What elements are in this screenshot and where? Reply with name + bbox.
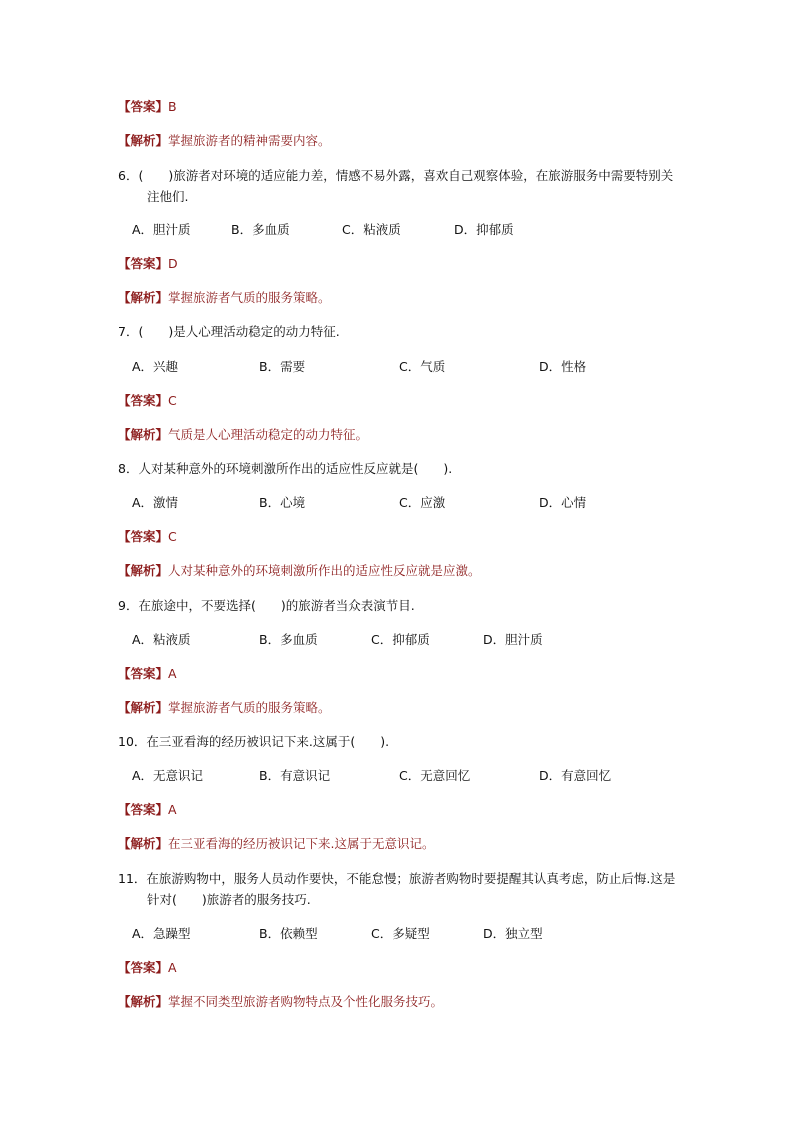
question-10: 10．在三亚看海的经历被识记下来.这属于( ). bbox=[118, 734, 390, 749]
analysis-line bbox=[118, 835, 435, 853]
analysis-tag: 【解析】 bbox=[118, 427, 169, 442]
answer-tag: 【答案】 bbox=[118, 802, 169, 817]
question-8: 8．人对某种意外的环境刺激所作出的适应性反应就是( ). bbox=[118, 461, 453, 476]
analysis-text: 气质是人心理活动稳定的动力特征。 bbox=[168, 427, 369, 442]
option-d: D．胆汁质 bbox=[483, 632, 543, 647]
analysis-tag: 【解析】 bbox=[118, 836, 169, 851]
option-c: C．无意回忆 bbox=[399, 768, 471, 783]
option-d: D．性格 bbox=[539, 359, 587, 374]
analysis-text: 掌握不同类型旅游者购物特点及个性化服务技巧。 bbox=[168, 994, 444, 1009]
analysis-line bbox=[118, 562, 481, 580]
analysis-line bbox=[118, 132, 331, 150]
option-a: A．粘液质 bbox=[132, 632, 191, 647]
analysis-line bbox=[118, 289, 331, 307]
answer-tag: 【答案】 bbox=[118, 393, 169, 408]
option-c: C．抑郁质 bbox=[371, 632, 430, 647]
answer-value: A bbox=[168, 666, 177, 681]
answer-line bbox=[118, 959, 177, 977]
answer-tag: 【答案】 bbox=[118, 960, 169, 975]
answer-tag: 【答案】 bbox=[118, 666, 169, 681]
answer-value: B bbox=[168, 99, 177, 114]
answer-line bbox=[118, 801, 177, 819]
option-b: B．多血质 bbox=[259, 632, 318, 647]
analysis-line bbox=[118, 426, 368, 444]
question-11: 11．在旅游购物中，服务人员动作要快，不能怠慢；旅游者购物时要提醒其认真考虑，防止后悔.这是 bbox=[118, 871, 676, 886]
option-b: B．多血质 bbox=[231, 222, 290, 237]
option-d: D．有意回忆 bbox=[539, 768, 612, 783]
analysis-tag: 【解析】 bbox=[118, 133, 169, 148]
analysis-text: 掌握旅游者的精神需要内容。 bbox=[168, 133, 331, 148]
option-d: D．抑郁质 bbox=[454, 222, 514, 237]
option-a: A．急躁型 bbox=[132, 926, 191, 941]
option-b: B．需要 bbox=[259, 359, 306, 374]
answer-line bbox=[118, 255, 178, 273]
answer-tag: 【答案】 bbox=[118, 99, 169, 114]
analysis-line bbox=[118, 699, 331, 717]
analysis-tag: 【解析】 bbox=[118, 563, 169, 578]
option-a: A．胆汁质 bbox=[132, 222, 191, 237]
option-c: C．粘液质 bbox=[342, 222, 401, 237]
analysis-text: 掌握旅游者气质的服务策略。 bbox=[168, 700, 331, 715]
answer-value: A bbox=[168, 802, 177, 817]
option-d: D．独立型 bbox=[483, 926, 543, 941]
answer-line bbox=[118, 392, 177, 410]
question-9: 9．在旅途中，不要选择( )的旅游者当众表演节目. bbox=[118, 598, 415, 613]
question-11-cont: 针对( )旅游者的服务技巧. bbox=[147, 892, 311, 907]
option-b: B．心境 bbox=[259, 495, 306, 510]
option-a: A．激情 bbox=[132, 495, 179, 510]
answer-value: C bbox=[168, 529, 177, 544]
answer-value: A bbox=[168, 960, 177, 975]
answer-line bbox=[118, 528, 177, 546]
option-b: B．有意识记 bbox=[259, 768, 331, 783]
analysis-tag: 【解析】 bbox=[118, 700, 169, 715]
option-b: B．依赖型 bbox=[259, 926, 318, 941]
analysis-text: 在三亚看海的经历被识记下来.这属于无意识记。 bbox=[168, 836, 435, 851]
answer-tag: 【答案】 bbox=[118, 529, 169, 544]
analysis-tag: 【解析】 bbox=[118, 290, 169, 305]
answer-value: C bbox=[168, 393, 177, 408]
answer-line bbox=[118, 98, 177, 116]
analysis-text: 人对某种意外的环境刺激所作出的适应性反应就是应激。 bbox=[168, 563, 481, 578]
question-6: 6．( )旅游者对环境的适应能力差，情感不易外露，喜欢自己观察体验，在旅游服务中需要特别关 bbox=[118, 168, 674, 183]
answer-value: D bbox=[168, 256, 178, 271]
question-6-cont: 注他们. bbox=[147, 189, 189, 204]
option-c: C．多疑型 bbox=[371, 926, 430, 941]
analysis-text: 掌握旅游者气质的服务策略。 bbox=[168, 290, 331, 305]
option-c: C．气质 bbox=[399, 359, 446, 374]
analysis-tag: 【解析】 bbox=[118, 994, 169, 1009]
option-d: D．心情 bbox=[539, 495, 587, 510]
analysis-line bbox=[118, 993, 443, 1011]
option-c: C．应激 bbox=[399, 495, 446, 510]
option-a: A．无意识记 bbox=[132, 768, 204, 783]
answer-tag: 【答案】 bbox=[118, 256, 169, 271]
option-a: A．兴趣 bbox=[132, 359, 179, 374]
answer-line bbox=[118, 665, 177, 683]
question-7: 7．( )是人心理活动稳定的动力特征. bbox=[118, 324, 340, 339]
